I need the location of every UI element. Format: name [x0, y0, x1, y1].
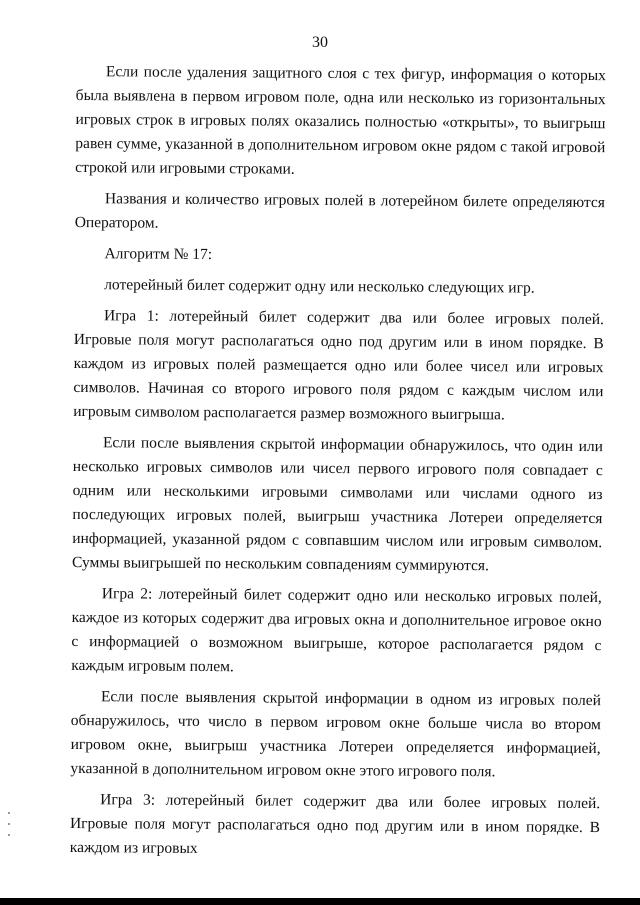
paragraph-game-3: Игра 3: лотерейный билет содержит два или более игровых полей. Игровые поля могут располагаться одно под другим или в ином порядке. В каждом из игровых — [69, 791, 601, 857]
paragraph-game-2: Игра 2: лотерейный билет содержит одно или несколько игровых полей, каждое из которых содержит два игровых окна и дополнительное игровое окно с информацией о возможном выигрыше, которое располагается рядом с каждым игровым полем. — [71, 585, 602, 676]
paragraph-algorithm-heading: Алгоритм № 17: — [104, 245, 213, 264]
page-number: 30 — [312, 34, 328, 51]
scan-specks — [8, 812, 14, 852]
paragraph-game-2-result: Если после выявления скрытой информации в одном из игровых полей обнаружилось, что число в первом игровом окне больше числа во втором игровом окне, выигрыш участника Лотереи определяется информацией, указанной в дополнительном игровом окне этого игрового поля. — [70, 688, 602, 781]
scan-bottom-edge — [0, 898, 640, 905]
paragraph-fields-operator: Названия и количество игровых полей в лотерейном билете определяются Оператором. — [74, 190, 605, 232]
document-body — [70, 60, 606, 868]
paragraph-protective-layer: Если после удаления защитного слоя с тех фигур, информация о которых была выявлена в первом игровом поле, одна или несколько из горизонтальных игровых строк в игровых полях оказались полностью «открыты», то выигрыш равен сумме, указанной в дополнительном игровом окне рядом с такой игровой строкой или игровыми строками. — [75, 63, 606, 178]
paragraph-game-1: Игра 1: лотерейный билет содержит два или более игровых полей. Игровые поля могут располагаться одно под другим или в ином порядке. В каждом из игровых полей размещается одно или более чисел или игровых символов. Начиная со второго игрового поля рядом с каждым числом или игровым символом располагается размер возможного выигрыша. — [73, 307, 605, 424]
paragraph-game-1-result: Если после выявления скрытой информации обнаружилось, что один или несколько игровых символов или чисел первого игрового поля совпадает с одним или несколькими игровыми символами или числами одного из последующих игровых полей, выигрыш участника Лотереи определяется информацией, указанной рядом с совпавшим числом или игровым символом. Суммы выигрышей по нескольким совпадениям суммируются. — [71, 434, 604, 575]
paragraph-algorithm-intro: лотерейный билет содержит одну или несколько следующих игр. — [104, 276, 535, 297]
